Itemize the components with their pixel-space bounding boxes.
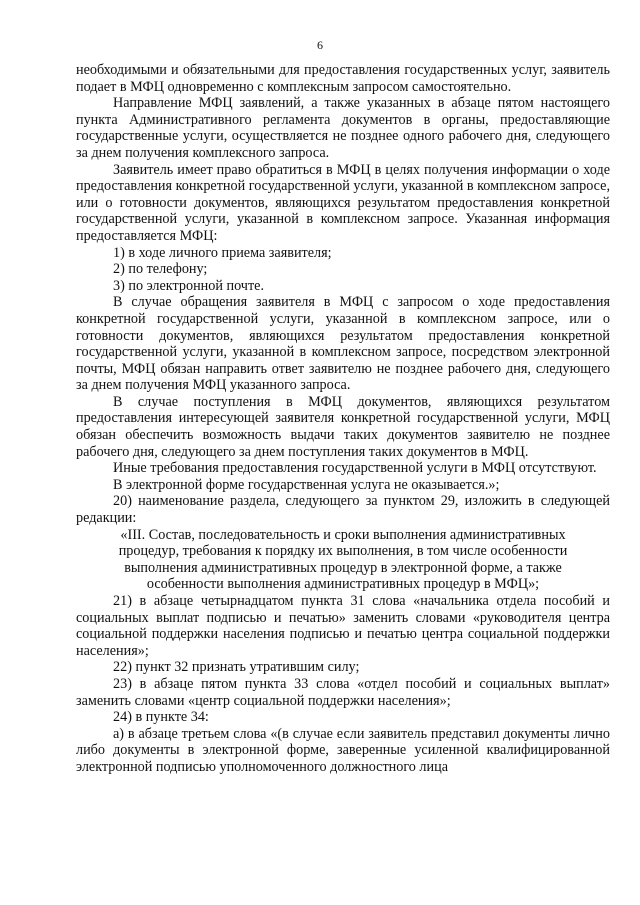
document-body	[76, 62, 610, 776]
section-title-line-2: процедур, требования к порядку их выполнения, в том числе особенности	[118, 543, 568, 560]
paragraph-item-21: 21) в абзаце четырнадцатом пункта 31 слова «начальника отдела пособий и социальных выплат подписью и печатью» заменить словами «руководителя центра социальной поддержки населения подписью и печатью центра социальной поддержки населения»;	[76, 593, 610, 659]
section-title-line-4: особенности выполнения административных процедур в МФЦ»;	[146, 576, 540, 593]
paragraph-item-24: 24) в пункте 34:	[113, 709, 209, 726]
paragraph-item-24-a: а) в абзаце третьем слова «(в случае если заявитель представил документы лично либо документы в электронной форме, заверенные усиленной квалифицированной электронной подписью уполномоченного должностного лица	[76, 725, 610, 775]
paragraph-mfc-applications: Направление МФЦ заявлений, а также указанных в абзаце пятом настоящего пункта Административного регламента документов в органы, предоставляющие государственные услуги, осуществляется не позднее одного рабочего дня, следующего за днем получения комплексного запроса.	[76, 95, 610, 161]
section-title-line-3: выполнения административных процедур в электронной форме, а также	[124, 559, 562, 576]
list-item-phone: 2) по телефону;	[113, 261, 208, 278]
section-title-line-1: «III. Состав, последовательность и сроки выполнения административных	[120, 526, 566, 543]
list-item-personal: 1) в ходе личного приема заявителя;	[113, 244, 332, 261]
paragraph-email-request: В случае обращения заявителя в МФЦ с запросом о ходе предоставления конкретной государственной услуги, указанной в комплексном запросе, или о готовности документов, являющихся результатом предоставления конкретной государственной услуги, указанной в комплексном запросе, посредством электронной почты, МФЦ обязан направить ответ заявителю не позднее рабочего дня, следующего за днем получения МФЦ указанного запроса.	[76, 294, 610, 394]
list-item-email: 3) по электронной почте.	[113, 277, 264, 294]
paragraph-continued: необходимыми и обязательными для предоставления государственных услуг, заявитель подает в МФЦ одновременно с комплексным запросом самостоятельно.	[76, 62, 610, 95]
paragraph-electronic-form: В электронной форме государственная услуга не оказывается.»;	[113, 476, 500, 493]
paragraph-item-22: 22) пункт 32 признать утратившим силу;	[113, 659, 360, 676]
paragraph-item-23: 23) в абзаце пятом пункта 33 слова «отдел пособий и социальных выплат» заменить словами «центр социальной поддержки населения»;	[76, 675, 610, 709]
page-number: 6	[317, 38, 323, 52]
paragraph-other-requirements: Иные требования предоставления государственной услуги в МФЦ отсутствуют.	[113, 460, 597, 477]
paragraph-applicant-right: Заявитель имеет право обратиться в МФЦ в целях получения информации о ходе предоставления конкретной государственной услуги, указанной в комплексном запросе, или о готовности документов, являющихся результатом предоставления конкретной государственной услуги, указанной в комплексном запросе. Указанная информация предоставляется МФЦ:	[76, 161, 610, 244]
paragraph-documents-received: В случае поступления в МФЦ документов, являющихся результатом предоставления интересующей заявителя конкретной государственной услуги, МФЦ обязан обеспечить возможность выдачи таких документов заявителю не позднее рабочего дня, следующего за днем поступления таких документов в МФЦ.	[76, 393, 610, 460]
paragraph-item-20: 20) наименование раздела, следующего за пунктом 29, изложить в следующей редакции:	[76, 493, 610, 527]
